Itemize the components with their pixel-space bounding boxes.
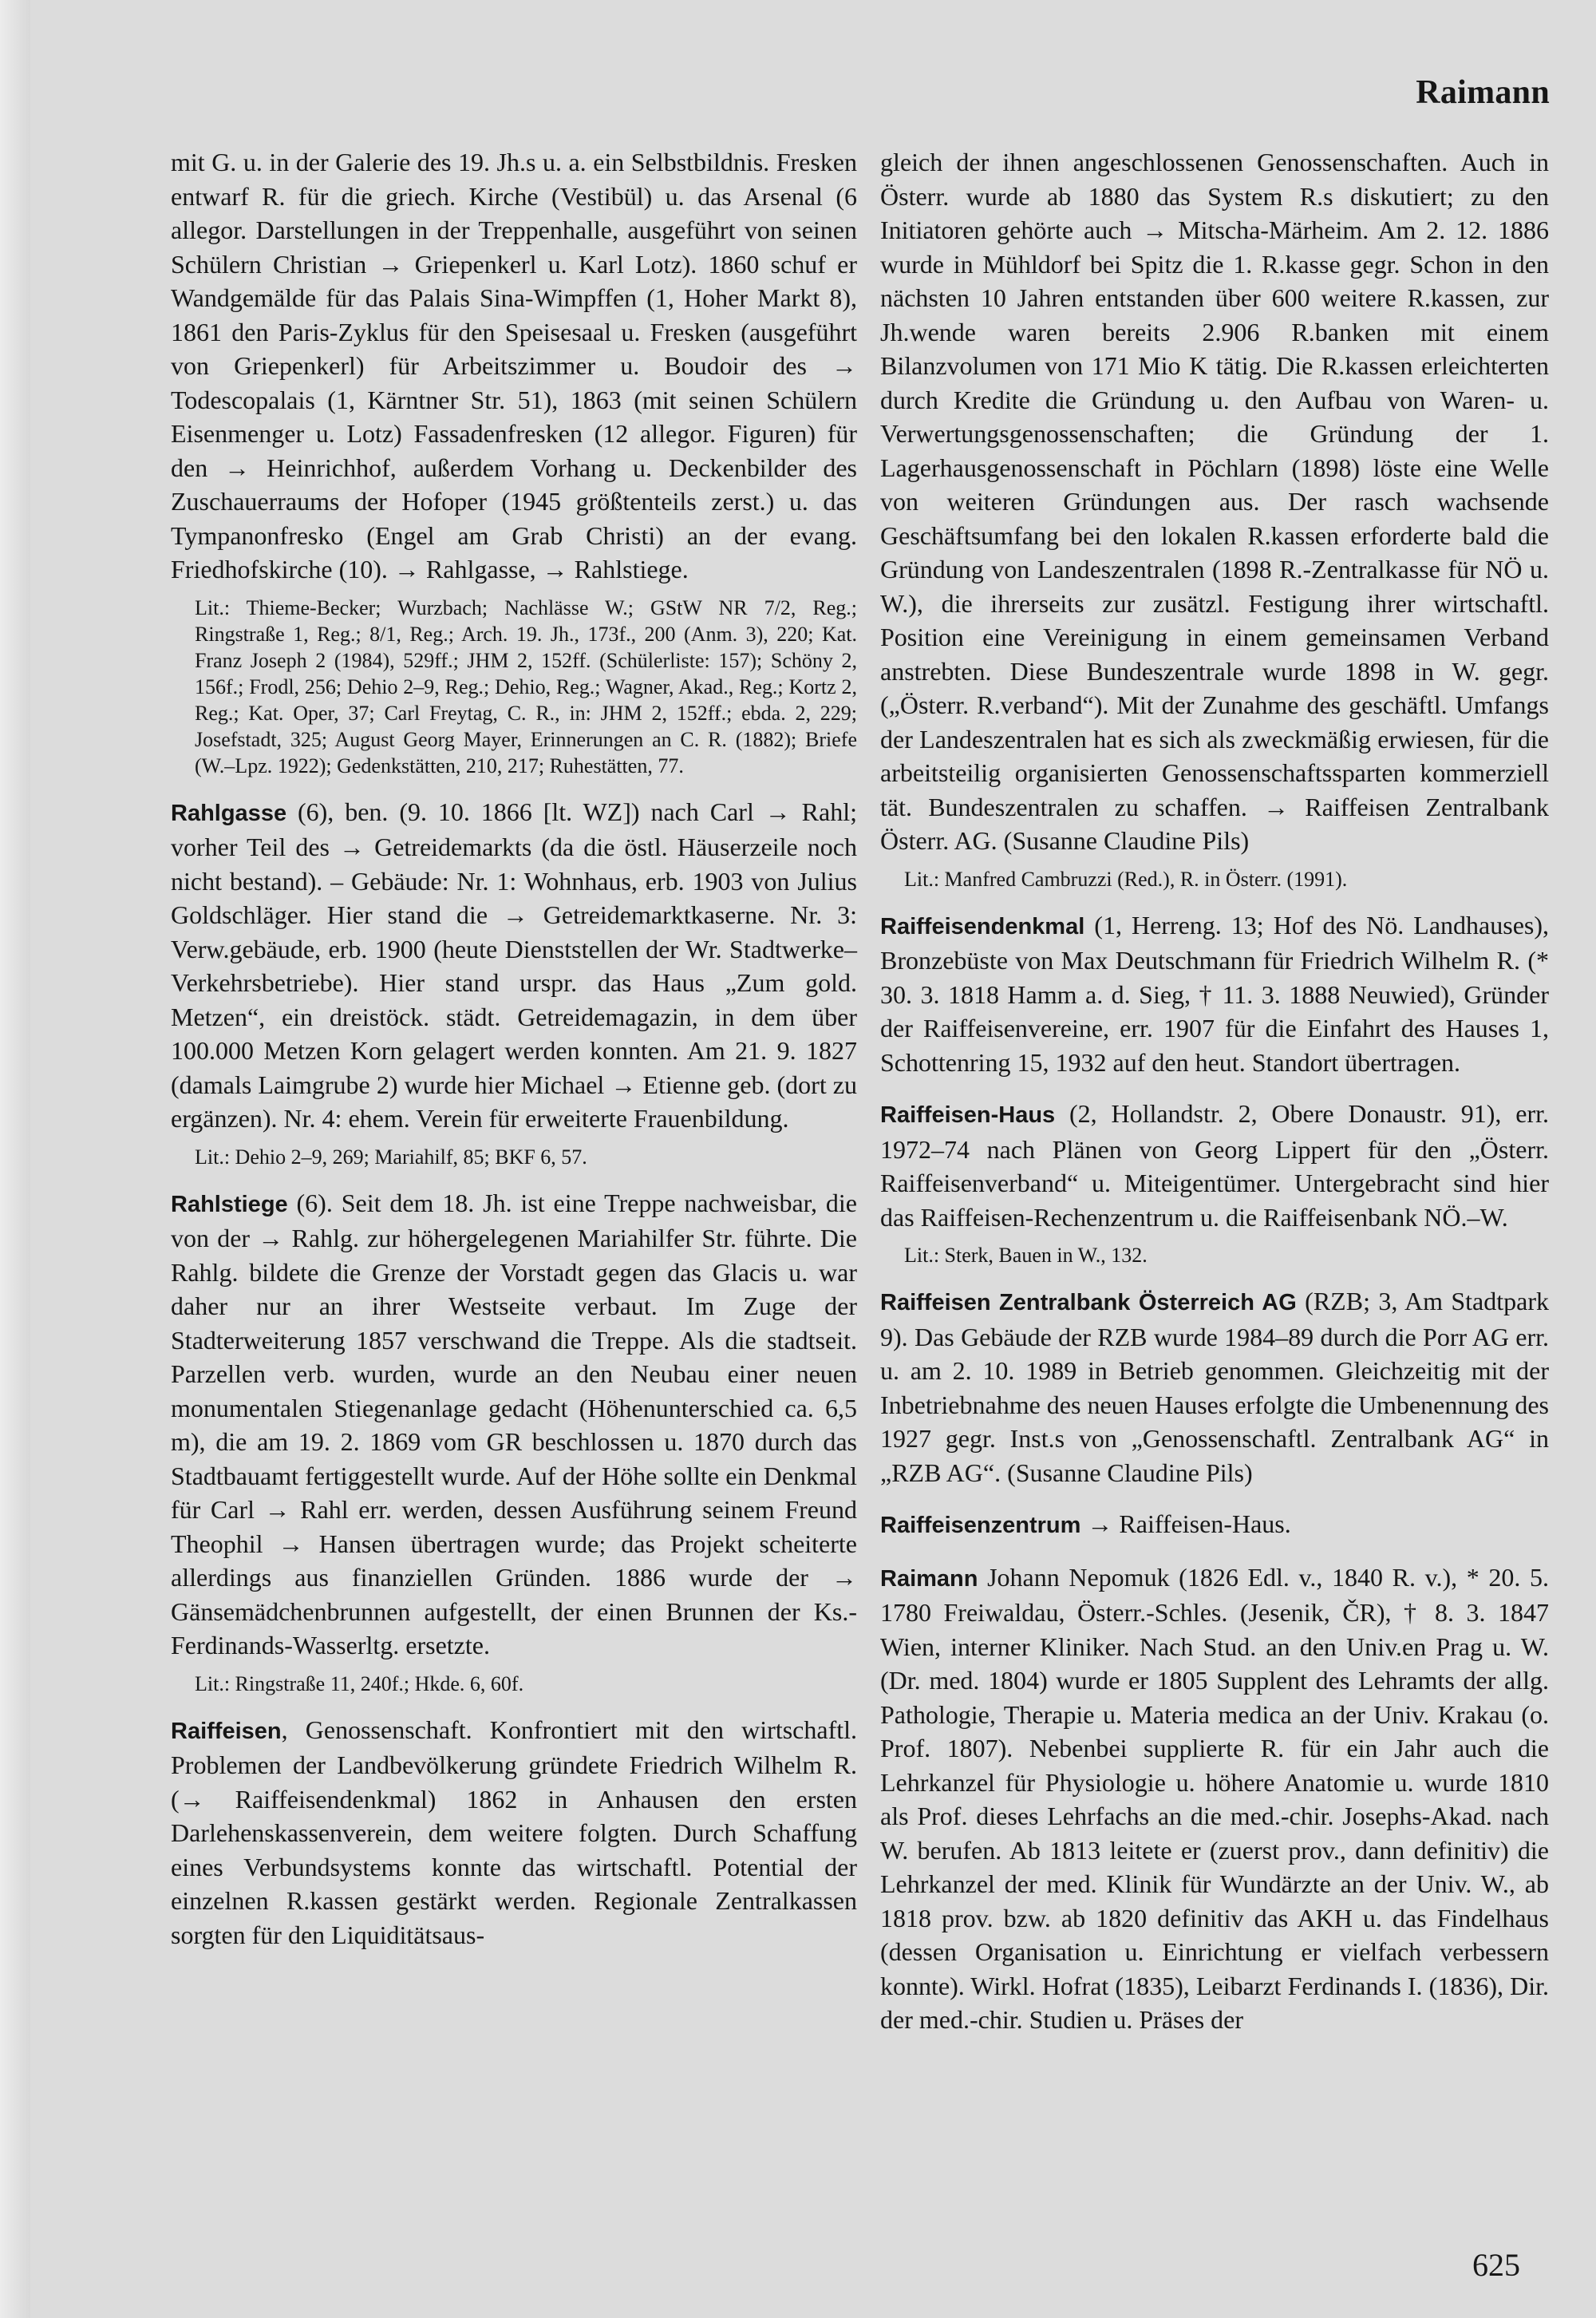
entry-body: Johann Nepomuk (1826 Edl. v., 1840 R. v.), * 20. 5. 1780 Freiwaldau, Österr.-Schles. (Jesenik, ČR), † 8. 3. 1847 Wien, interner Kliniker. Nach Stud. an den Univ.en Prag u. W. (Dr. med. 1804) wurde er 1805 Supplent des Lehramts der allg. Pathologie, Therapie u. Materia medica an der Univ. Krakau (o. Prof. 1807). Nebenbei supplierte R. für ein Jahr auch die Lehrkanzel für Physiologie u. höhere Anatomie u. wurde 1810 als Prof. dieses Lehrfachs an die med.-chir. Josephs-Akad. nach W. berufen. Ab 1813 leitete er (zuerst prov., dann definitiv) die Lehrkanzel der med. Klinik für Wundärzte an der Univ. W., ab 1818 prov. bzw. ab 1820 definitiv das AKH u. das Findelhaus (dessen Organisation u. Einrichtung er vielfach verbessern konnte). Wirkl. Hofrat (1835), Leibarzt Ferdinands I. (1836), Dir. der med.-chir. Studien u. Präses der — [880, 1562, 1549, 2034]
entry-raimann — [880, 1560, 1549, 2037]
rahlgasse-literature: Lit.: Dehio 2–9, 269; Mariahilf, 85; BKF 6, 57. — [195, 1145, 587, 1169]
rahlstiege-literature: Lit.: Ringstraße 11, 240f.; Hkde. 6, 60f. — [195, 1671, 524, 1695]
entry-raiffeisendenkmal — [880, 908, 1549, 1080]
entry-body: (6), ben. (9. 10. 1866 [lt. WZ]) nach Carl → Rahl; vorher Teil des → Getreidemarkts (da die östl. Häuserzeile noch nicht bestand). – Gebäude: Nr. 1: Wohnhaus, erb. 1903 von Julius Goldschläger. Hier stand die → Getreidemarktkaserne. Nr. 3: Verw.gebäude, erb. 1900 (heute Dienststellen der Wr. Stadtwerke–Verkehrsbetriebe). Hier stand urspr. das Haus „Zum gold. Metzen“, ein dreistöck. städt. Getreidemagazin, in dem über 100.000 Metzen Korn gelagert werden konnten. Am 21. 9. 1827 (damals Laimgrube 2) wurde hier Michael → Etienne geb. (dort zu ergänzen). Nr. 4: ehem. Verein für erweiterte Frauenbildung. — [171, 797, 857, 1133]
raiffeisen-entry-continuation: gleich der ihnen angeschlossenen Genossenschaften. Auch in Österr. wurde ab 1880 das System R.s diskutiert; zu den Initiatoren gehörte auch → Mitscha-Märheim. Am 2. 12. 1886 wurde in Mühldorf bei Spitz die 1. R.kasse gegr. Schon in den nächsten 10 Jahren entstanden über 600 weitere R.kassen, zur Jh.wende waren bereits 2.906 R.banken mit einem Bilanzvolumen von 171 Mio K tätig. Die R.kassen erleichterten durch Kredite die Gründung u. den Aufbau von Waren- u. Verwertungsgenossenschaften; die Gründung der 1. Lagerhausgenossenschaft in Pöchlarn (1898) löste eine Welle von weiteren Gründungen aus. Der rasch wachsende Geschäftsumfang bei den lokalen R.kassen erforderte bald die Gründung von Landeszentralen (1898 R.-Zentralkasse für NÖ u. W.), die ihrerseits zur zusätzl. Festigung ihrer wirtschaftl. Position eine Vereinigung in einem gemeinsamen Verband anstrebten. Diese Bundeszentrale wurde 1898 in W. gegr. („Österr. R.verband“). Mit der Zunahme des geschäftl. Umfangs der Landeszentralen hat es sich als zweckmäßig erwiesen, für die arbeitsteilig organisierten Genossenschaftssparten kommerziell tät. Bundeszentralen zu schaffen. → Raiffeisen Zentralbank Österr. AG. (Susanne Claudine Pils) — [880, 148, 1549, 855]
entry-body: (6). Seit dem 18. Jh. ist eine Treppe nachweisbar, die von der → Rahlg. zur höhergelegenen Mariahilfer Str. führte. Die Rahlg. bildete die Grenze der Vorstadt gegen das Glacis u. war daher nur an ihrer Westseite verbaut. Im Zuge der Stadterweiterung 1857 verschwand die Treppe. Als die stadtseit. Parzellen verb. wurden, wurde an den Neubau einer neuen monumentalen Stiegenanlage gedacht (Höhenunterschied ca. 6,5 m), die am 19. 2. 1869 vom GR beschlossen u. 1870 durch das Stadtbauamt fertiggestellt wurde. Auf der Höhe sollte ein Denkmal für Carl → Rahl err. werden, dessen Ausführung seinem Freund Theophil → Hansen übertragen wurde; das Projekt scheiterte allerdings aus finanziellen Gründen. 1886 wurde der → Gänsemädchenbrunnen aufgestellt, der einen Brunnen der Ks.-Ferdinands-Wasserltg. ersetzte. — [171, 1188, 857, 1659]
page-edge-shadow — [0, 0, 30, 2318]
entry-rahlgasse — [171, 795, 857, 1136]
headword-rahlgasse: Rahlgasse — [171, 800, 287, 826]
entry-body: (1, Herreng. 13; Hof des Nö. Landhauses), Bronzebüste von Max Deutschmann für Friedrich Wilhelm R. (* 30. 3. 1818 Hamm a. d. Sieg, † 11. 3. 1888 Neuwied), Gründer der Raiffeisenvereine, err. 1907 für die Einfahrt des Hauses 1, Schottenring 15, 1932 auf den heut. Standort übertragen. — [880, 910, 1549, 1077]
headword-raiffeisen: Raiffeisen — [171, 1718, 282, 1744]
rahl-literature: Lit.: Thieme-Becker; Wurzbach; Nachlässe W.; GStW NR 7/2, Reg.; Ringstraße 1, Reg.; 8/1, Reg.; Arch. 19. Jh., 173f., 200 (Anm. 3), 220; Kat. Franz Joseph 2 (1984), 529ff.; JHM 2, 152ff. (Schülerliste: 157); Schöny 2, 156f.; Frodl, 256; Dehio 2–9, Reg.; Dehio, Reg.; Wagner, Akad., Reg.; Kortz 2, Reg.; Kat. Oper, 37; Carl Freytag, C. R., in: JHM 2, 152ff.; ebda. 2, 229; Josefstadt, 325; August Georg Mayer, Erinnerungen an C. R. (1882); Briefe (W.–Lpz. 1922); Gedenkstätten, 210, 217; Ruhestätten, 77. — [195, 595, 857, 777]
entry-raiffeisen-haus — [880, 1097, 1549, 1234]
entry-body: (RZB; 3, Am Stadtpark 9). Das Gebäude der RZB wurde 1984–89 durch die Porr AG err. u. am 2. 10. 1989 in Betrieb genommen. Gleichzeitig mit der Inbetriebnahme des neuen Hauses erfolgte die Umbenennung des 1927 gegr. Inst.s von „Genossenschaftl. Zentralbank AG“ in „RZB AG“. (Susanne Claudine Pils) — [880, 1287, 1549, 1487]
left-column — [171, 145, 857, 1952]
entry-rahlstiege — [171, 1186, 857, 1663]
headword-raiffeisenzentrum: Raiffeisenzentrum — [880, 1513, 1081, 1538]
right-column — [880, 145, 1549, 2037]
entry-raiffeisen — [171, 1713, 857, 1952]
raiffeisen-literature: Lit.: Manfred Cambruzzi (Red.), R. in Österr. (1991). — [904, 867, 1348, 891]
raiffeisen-haus-literature: Lit.: Sterk, Bauen in W., 132. — [904, 1244, 1148, 1267]
entry-body: , Genossenschaft. Konfrontiert mit den wirtschaftl. Problemen der Landbevölkerung gründete Friedrich Wilhelm R. (→ Raiffeisendenkmal) 1862 in Anhausen den ersten Darlehenskassenverein, dem weitere folgten. Durch Schaffung eines Verbundsystems konnte das wirtschaftl. Potential der einzelnen R.kassen gestärkt werden. Regionale Zentralkassen sorgten für den Liquiditätsaus- — [171, 1715, 857, 1949]
headword-raiffeisendenkmal: Raiffeisendenkmal — [880, 913, 1085, 939]
entry-body: → Raiffeisen-Haus. — [1080, 1509, 1291, 1538]
headword-raimann: Raimann — [880, 1565, 978, 1592]
running-head: Raimann — [1416, 74, 1550, 111]
entry-raiffeisenzentrum — [880, 1507, 1549, 1543]
entry-raiffeisen-zentralbank — [880, 1284, 1549, 1489]
headword-rahlstiege: Rahlstiege — [171, 1191, 288, 1217]
rahl-entry-continuation: mit G. u. in der Galerie des 19. Jh.s u. a. ein Selbstbildnis. Fresken entwarf R. für die griech. Kirche (Vestibül) u. das Arsenal (6 allegor. Darstellungen in der Treppenhalle, ausgeführt von seinen Schülern Christian → Griepenkerl u. Karl Lotz). 1860 schuf er Wandgemälde für das Palais Sina-Wimpffen (1, Hoher Markt 8), 1861 den Paris-Zyklus für den Speisesaal u. Fresken (ausgeführt von Griepenkerl) für Arbeitszimmer u. Boudoir des → Todescopalais (1, Kärntner Str. 51), 1863 (mit seinen Schülern Eisenmenger u. Lotz) Fassadenfresken (12 allegor. Figuren) für den → Heinrichhof, außerdem Vorhang u. Deckenbilder des Zuschauerraums der Hofoper (1945 größtenteils zerst.) u. das Tympanonfresko (Engel am Grab Christi) an der evang. Friedhofskirche (10). → Rahlgasse, → Rahlstiege. — [171, 148, 857, 583]
page-number: 625 — [1472, 2247, 1520, 2283]
entry-body: (2, Hollandstr. 2, Obere Donaustr. 91), err. 1972–74 nach Plänen von Georg Lippert für den „Österr. Raiffeisenverband“ u. Miteigentümer. Untergebracht sind hier das Raiffeisen-Rechenzentrum u. die Raiffeisenbank NÖ.–W. — [880, 1099, 1549, 1232]
headword-raiffeisen-haus: Raiffeisen-Haus — [880, 1102, 1056, 1128]
headword-raiffeisen-zentralbank: Raiffeisen Zentralbank Österreich AG — [880, 1290, 1297, 1315]
